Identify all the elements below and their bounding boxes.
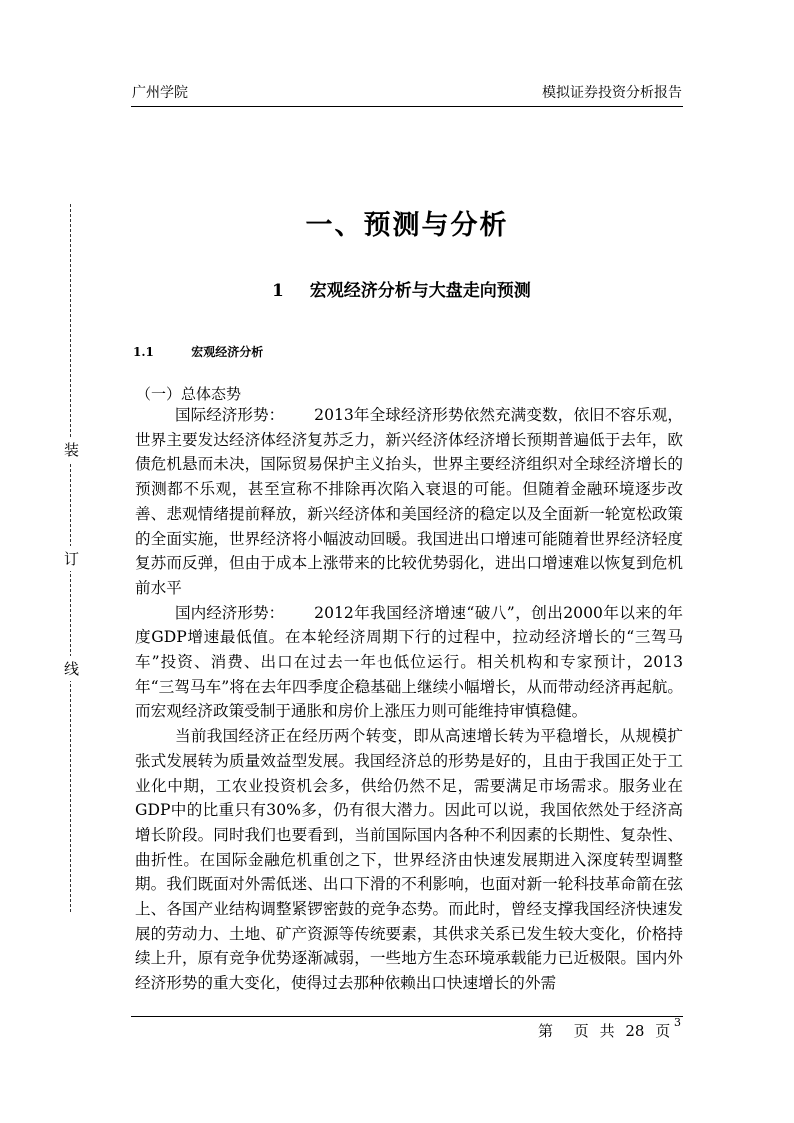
footer-page-info <box>538 1020 676 1041</box>
header-left-text: 广州学院 <box>132 85 188 101</box>
section-1-heading <box>272 276 531 301</box>
binding-char-ding: 订 <box>64 546 79 571</box>
section-1-1-title: 宏观经济分析 <box>191 345 264 359</box>
footer-di: 第 <box>538 1022 554 1040</box>
paragraph-text-domestic: 2012年我国经济增速“破八”，创出2000年以来的年度GDP增速最低值。在本轮经济周期下行的过程中，拉动经济增长的“三驾马车”投资、消费、出口在过去一年也低位运行。相关机构和专家预计，2013年“三驾马车”将在去年四季度企稳基础上继续小幅增长，从而带动经济再起航。而宏观经济政策受制于通胀和房价上涨压力则可能维持审慎稳健。 <box>135 603 683 721</box>
footer-ye2: 页 <box>655 1022 671 1040</box>
paragraph-current-economy: 当前我国经济正在经历两个转变，即从高速增长转为平稳增长，从规模扩张式发展转为质量效益型发展。我国经济总的形势是好的，且由于我国正处于工业化中期，工农业投资机会多，供给仍然不足，需要满足市场需求。服务业在GDP中的比重只有30%多，仍有很大潜力。因此可以说，我国依然处于经济高增长阶段。同时我们也要看到，当前国际国内各种不利因素的长期性、复杂性、曲折性。在国际金融危机重创之下，世界经济由快速发展期进入深度转型调整期。我们既面对外需低迷、出口下滑的不利影响，也面对新一轮科技革命箭在弦上、各国产业结构调整紧锣密鼓的竞争态势。而此时，曾经支撑我国经济快速发展的劳动力、土地、矿产资源等传统要素，其供求关系已发生较大变化，价格持续上升，原有竞争优势逐渐减弱，一些地方生态环境承载能力已近极限。国内外经济形势的重大变化，使得过去那种依赖出口快速增长的外需 <box>135 727 683 993</box>
paragraph-label-international: 国际经济形势： <box>175 406 285 424</box>
binding-char-zhuang: 装 <box>64 437 79 462</box>
header-right-text: 模拟证券投资分析报告 <box>542 85 682 101</box>
footer-total-pages: 28 <box>625 1022 645 1040</box>
paragraph-label-domestic: 国内经济形势： <box>175 603 285 622</box>
footer-rule <box>131 1016 683 1017</box>
footer-ye: 页 <box>573 1022 589 1040</box>
paragraph-international <box>135 403 683 601</box>
page-number: 3 <box>674 1016 681 1029</box>
body-text <box>135 403 683 996</box>
paragraph-domestic <box>135 601 683 725</box>
footer-gong: 共 <box>599 1022 615 1040</box>
chapter-title: 一、预测与分析 <box>305 210 509 241</box>
binding-char-xian: 线 <box>64 656 79 681</box>
header-rule <box>131 106 683 107</box>
section-1-1-heading <box>133 343 263 360</box>
subheading-overall-situation: （一）总体态势 <box>136 385 242 403</box>
section-1-title: 宏观经济分析与大盘走向预测 <box>309 281 531 301</box>
section-1-1-number: 1.1 <box>133 345 154 359</box>
paragraph-text-international: 2013年全球经济形势依然充满变数，依旧不容乐观，世界主要发达经济体经济复苏乏力，新兴经济体经济增长预期普遍低于去年，欧债危机悬而未决，国际贸易保护主义抬头，世界主要经济组织对全球经济增长的预测都不乐观，甚至宣称不排除再次陷入衰退的可能。但随着金融环境逐步改善、悲观情绪提前释放，新兴经济体和美国经济的稳定以及全面新一轮宽松政策的全面实施，世界经济将小幅波动回暖。我国进出口增速可能随着世界经济轻度复苏而反弹，但由于成本上涨带来的比较优势弱化，进出口增速难以恢复到危机前水平 <box>135 406 683 597</box>
section-1-number: 1 <box>272 281 284 301</box>
